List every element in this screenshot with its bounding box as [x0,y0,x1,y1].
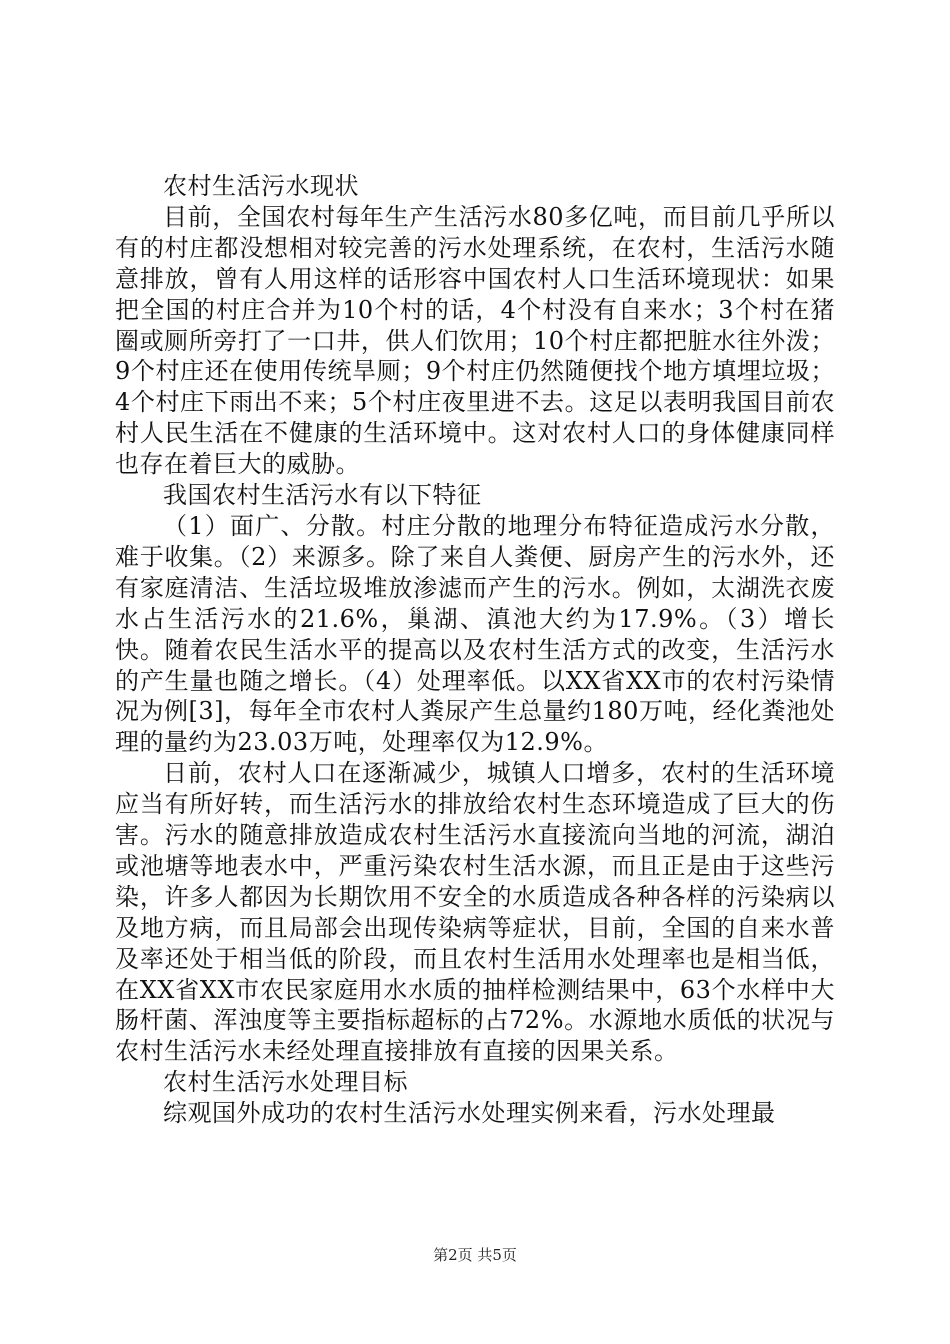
section-heading-current-status: 农村生活污水现状 [163,172,359,200]
section-heading-characteristics: 我国农村生活污水有以下特征 [163,481,482,510]
section-heading-treatment-goals: 农村生活污水处理目标 [163,1068,408,1097]
paragraph-current-status: 目前，全国农村每年生产生活污水80多亿吨，而目前几乎所以有的村庄都没想相对较完善的污水处理系统，在农村，生活污水随意排放，曾有人用这样的话形容中国农村人口生活环境现状：如果把全国的村庄合并为10个村的话，4个村没有自来水；3个村在猪圈或厕所旁打了一口井，供人们饮用；10个村庄都把脏水往外泼；9个村庄还在使用传统旱厕；9个村庄仍然随便找个地方填埋垃圾；4个村庄下雨出不来；5个村庄夜里进不去。这足以表明我国目前农村人民生活在不健康的生活环境中。这对农村人口的身体健康同样也存在着巨大的威胁。 [115,202,835,479]
paragraph-characteristics: （1）面广、分散。村庄分散的地理分布特征造成污水分散，难于收集。（2）来源多。除了来自人粪便、厨房产生的污水外，还有家庭清洁、生活垃圾堆放渗滤而产生的污水。例如，太湖洗衣废水占生活污水的21.6%，巢湖、滇池大约为17.9%。（3）增长快。随着农民生活水平的提高以及农村生活方式的改变，生活污水的产生量也随之增长。（4）处理率低。以XX省XX市的农村污染情况为例[3]，每年全市农村人粪尿产生总量约180万吨，经化粪池处理的量约为23.03万吨，处理率仅为12.9%。 [115,511,835,757]
document-body [115,171,835,1129]
paragraph-treatment-goals: 综观国外成功的农村生活污水处理实例来看，污水处理最 [163,1099,776,1128]
page-number-footer: 第2页 共5页 [433,1246,517,1264]
paragraph-impact: 日前，农村人口在逐渐减少，城镇人口增多，农村的生活环境应当有所好转，而生活污水的排放给农村生态环境造成了巨大的伤害。污水的随意排放造成农村生活污水直接流向当地的河流，湖泊或池塘等地表水中，严重污染农村生活水源，而且正是由于这些污染，许多人都因为长期饮用不安全的水质造成各种各样的污染病以及地方病，而且局部会出现传染病等症状，目前，全国的自来水普及率还处于相当低的阶段，而且农村生活用水处理率也是相当低，在XX省XX市农民家庭用水水质的抽样检测结果中，63个水样中大肠杆菌、浑浊度等主要指标超标的占72%。水源地水质低的状况与农村生活污水未经处理直接排放有直接的因果关系。 [115,759,835,1066]
